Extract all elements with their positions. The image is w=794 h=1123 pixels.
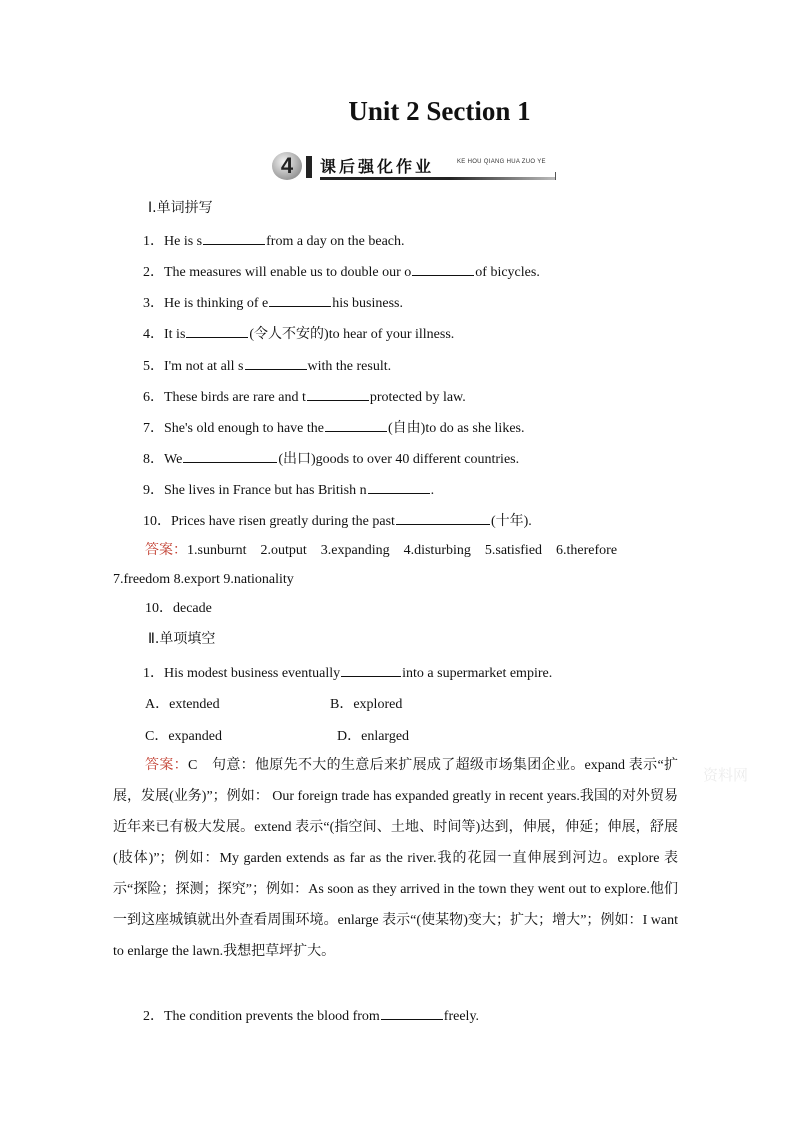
- item-number: 7．: [143, 421, 164, 436]
- answer-blank[interactable]: [368, 479, 430, 494]
- item-text-post: (自由)to do as she likes.: [388, 421, 525, 436]
- banner-pinyin: KE HOU QIANG HUA ZUO YE: [457, 159, 546, 165]
- banner-divider: [306, 156, 312, 178]
- item-text-post: of bicycles.: [475, 265, 540, 280]
- list-item: [143, 323, 454, 344]
- option-c[interactable]: C．expanded: [145, 729, 222, 744]
- banner-tick: [555, 172, 556, 180]
- explanation-text: C 句意：他原先不大的生意后来扩展成了超级市场集团企业。expand 表示“扩展，发展(业务)”；例如： Our foreign trade has expanded greatly in recent years.我国的对外贸易近年来已有极大发展。extend 表示“(指空间、土地、时间等)达到，伸展，伸延；伸展，舒展(肢体)”；例如：My garden extends as far as the river.我的花园一直伸展到河边。explore 表示“探险；探测；探究”；例如：As soon as they arrived in the town they went out to explore.他们一到这座城镇就出外查看周围环境。enlarge 表示“(使某物)变大；扩大；增大”；例如：I want to enlarge the lawn.我想把草坪扩大。: [113, 758, 679, 959]
- item-text-pre: It is: [164, 327, 186, 342]
- item-text-post: protected by law.: [369, 390, 466, 405]
- question-text-post: into a supermarket empire.: [402, 666, 553, 681]
- item-text-pre: He is thinking of e: [164, 296, 269, 311]
- item-text-pre: He is s: [164, 234, 203, 249]
- answer-blank[interactable]: [325, 417, 387, 432]
- question-text-pre: His modest business eventually: [164, 666, 341, 681]
- answer-blank[interactable]: [381, 1005, 443, 1020]
- answer-blank[interactable]: [183, 448, 277, 463]
- part2-heading: Ⅱ.单项填空: [148, 631, 216, 647]
- part1-heading: Ⅰ.单词拼写: [148, 200, 213, 216]
- answer-line-3: 10．decade: [145, 601, 212, 616]
- answer-blank[interactable]: [186, 323, 248, 338]
- item-text-pre: The measures will enable us to double our o: [164, 265, 412, 280]
- list-item: [143, 448, 519, 469]
- answer-blank[interactable]: [396, 510, 490, 525]
- option-d[interactable]: D．enlarged: [337, 729, 410, 744]
- item-text-post: his business.: [332, 296, 404, 311]
- list-item: [143, 510, 532, 531]
- item-text-pre: We: [164, 452, 183, 467]
- list-item: [143, 386, 466, 407]
- banner-number-badge: 4: [272, 152, 302, 180]
- answer-blank[interactable]: [203, 230, 265, 245]
- question-text-post: freely.: [443, 1009, 480, 1024]
- question-number: 1．: [143, 666, 164, 681]
- question-text-pre: The condition prevents the blood from: [164, 1009, 380, 1024]
- list-item: [143, 261, 540, 282]
- item-text-post: (出口)goods to over 40 different countries.: [278, 452, 520, 467]
- item-text-pre: She lives in France but has British n: [164, 483, 367, 498]
- answer-blank[interactable]: [412, 261, 474, 276]
- answer-blank[interactable]: [341, 662, 401, 677]
- option-a[interactable]: A．extended: [145, 697, 220, 712]
- list-item: [143, 230, 405, 251]
- list-item: [143, 355, 391, 376]
- answer-text: 1.sunburnt 2.output 3.expanding 4.disturbing 5.satisfied 6.therefore: [187, 543, 618, 558]
- item-text-post: (十年).: [490, 514, 532, 529]
- item-text-post: from a day on the beach.: [266, 234, 405, 249]
- item-number: 5．: [143, 359, 164, 374]
- item-number: 1．: [143, 234, 164, 249]
- item-number: 9．: [143, 483, 164, 498]
- list-item: [143, 292, 403, 313]
- watermark: 资料网: [703, 766, 749, 784]
- question-number: 2．: [143, 1009, 164, 1024]
- item-text-pre: Prices have risen greatly during the past: [171, 514, 395, 529]
- answer-label: 答案：: [145, 757, 188, 773]
- item-text-pre: These birds are rare and t: [164, 390, 306, 405]
- item-text-pre: She's old enough to have the: [164, 421, 324, 436]
- item-text-post: (令人不安的)to hear of your illness.: [249, 327, 455, 342]
- item-text-post: .: [430, 483, 435, 498]
- section-banner: [272, 152, 557, 182]
- item-number: 3．: [143, 296, 164, 311]
- item-number: 10．: [143, 514, 171, 529]
- item-text-pre: I'm not at all s: [164, 359, 244, 374]
- answer-line-2: 7.freedom 8.export 9.nationality: [113, 572, 294, 587]
- question-2: [143, 1005, 479, 1026]
- option-b[interactable]: B．explored: [330, 697, 403, 712]
- answer-label: 答案：: [145, 542, 187, 558]
- page-title: Unit 2 Section 1: [348, 96, 531, 126]
- list-item: [143, 479, 434, 500]
- banner-label: 课后强化作业: [320, 157, 435, 176]
- item-text-post: with the result.: [307, 359, 392, 374]
- item-number: 2．: [143, 265, 164, 280]
- answer-explanation: [113, 750, 678, 967]
- answer-blank[interactable]: [269, 292, 331, 307]
- banner-underline: [320, 177, 555, 180]
- item-number: 8．: [143, 452, 164, 467]
- list-item: [143, 417, 524, 438]
- answer-line-1: [145, 541, 617, 560]
- question-1: [143, 662, 552, 683]
- answer-blank[interactable]: [245, 355, 307, 370]
- answer-blank[interactable]: [307, 386, 369, 401]
- item-number: 6．: [143, 390, 164, 405]
- item-number: 4．: [143, 327, 164, 342]
